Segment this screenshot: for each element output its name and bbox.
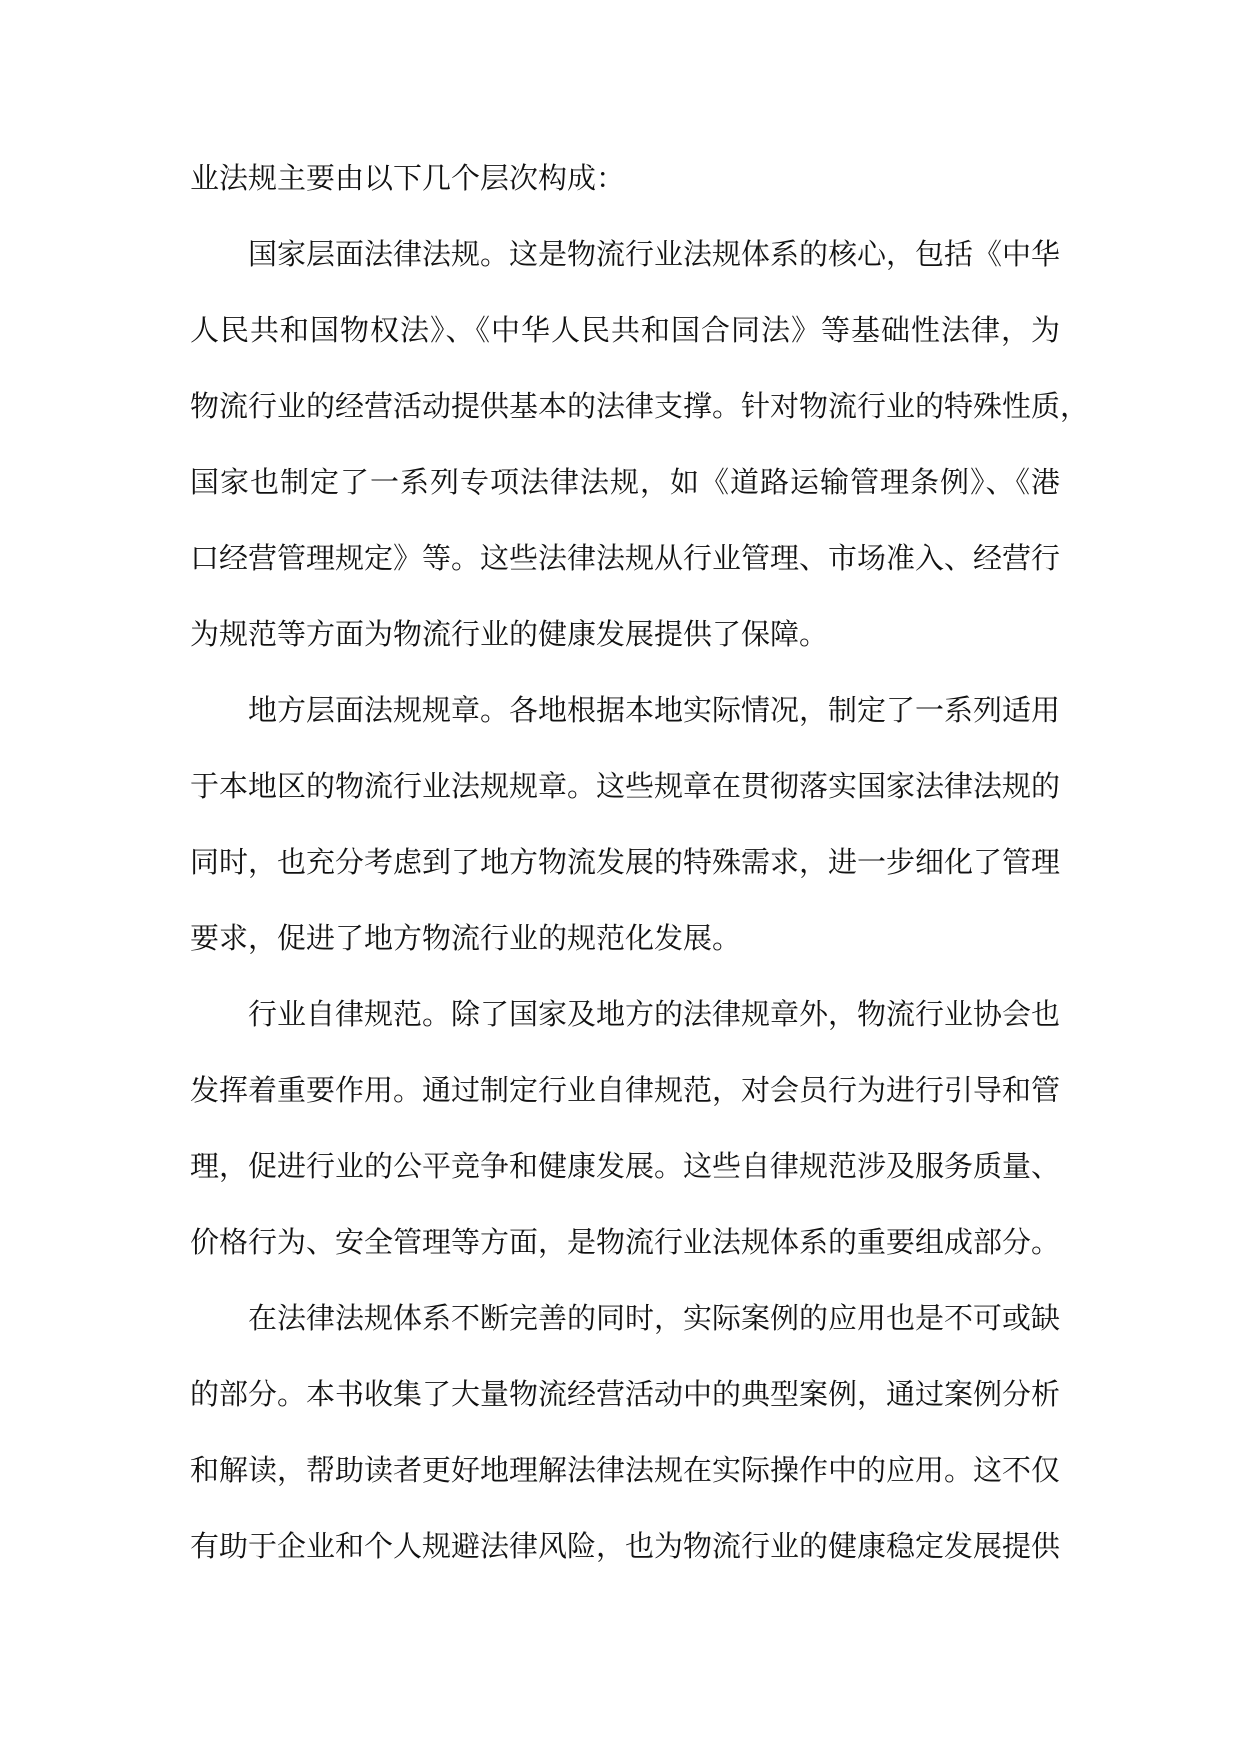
- text-line: 为规范等方面为物流行业的健康发展提供了保障。: [190, 617, 829, 651]
- text-line: 物流行业的经营活动提供基本的法律支撑。针对物流行业的特殊性质，: [190, 389, 1090, 423]
- text-line: 有助于企业和个人规避法律风险，也为物流行业的健康稳定发展提供: [190, 1529, 1061, 1563]
- text-line: 同时，也充分考虑到了地方物流发展的特殊需求，进一步细化了管理: [190, 845, 1061, 879]
- text-line: 要求，促进了地方物流行业的规范化发展。: [190, 921, 742, 955]
- text-line: 口经营管理规定》等。这些法律法规从行业管理、市场准入、经营行: [190, 541, 1061, 575]
- text-line: 和解读，帮助读者更好地理解法律法规在实际操作中的应用。这不仅: [190, 1453, 1061, 1487]
- text-line: 于本地区的物流行业法规规章。这些规章在贯彻落实国家法律法规的: [190, 769, 1061, 803]
- text-line: 的部分。本书收集了大量物流经营活动中的典型案例，通过案例分析: [190, 1377, 1061, 1411]
- text-line: 业法规主要由以下几个层次构成：: [190, 161, 626, 195]
- text-line: 国家层面法律法规。这是物流行业法规体系的核心，包括《中华: [248, 237, 1061, 271]
- text-line: 价格行为、安全管理等方面，是物流行业法规体系的重要组成部分。: [190, 1225, 1061, 1259]
- text-line: 地方层面法规规章。各地根据本地实际情况，制定了一系列适用: [248, 693, 1061, 727]
- body-text: [190, 140, 1090, 1584]
- text-line: 人民共和国物权法》、《中华人民共和国合同法》等基础性法律，为: [190, 313, 1060, 347]
- text-line: 国家也制定了一系列专项法律法规，如《道路运输管理条例》、《港: [190, 465, 1060, 499]
- text-line: 行业自律规范。除了国家及地方的法律规章外，物流行业协会也: [248, 997, 1061, 1031]
- text-line: 理，促进行业的公平竞争和健康发展。这些自律规范涉及服务质量、: [190, 1149, 1061, 1183]
- text-line: 在法律法规体系不断完善的同时，实际案例的应用也是不可或缺: [248, 1301, 1061, 1335]
- text-line: 发挥着重要作用。通过制定行业自律规范，对会员行为进行引导和管: [190, 1073, 1061, 1107]
